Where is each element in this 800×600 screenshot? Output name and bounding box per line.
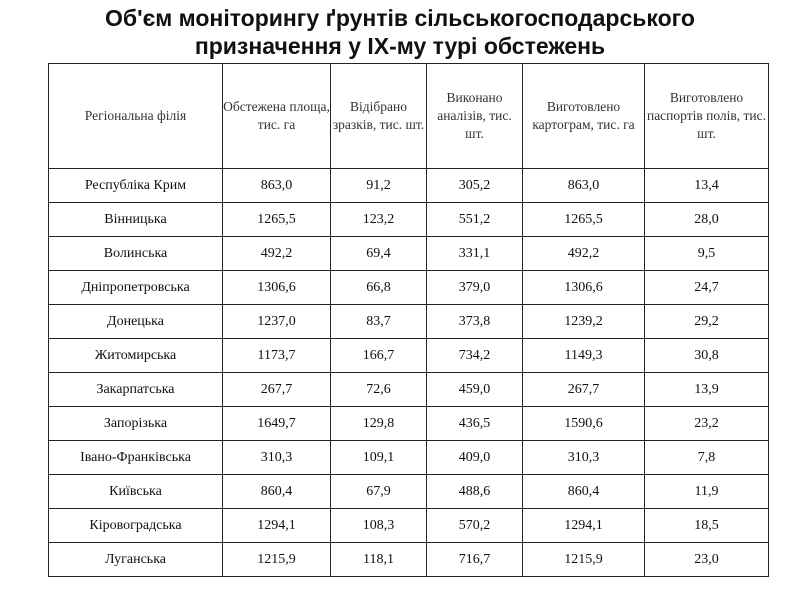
cell-region: Луганська (49, 543, 223, 577)
table-body (49, 169, 769, 577)
table-row (49, 169, 769, 203)
cell-region: Вінницька (49, 203, 223, 237)
header-cartograms-made: Виготовлено картограм, тис. га (523, 64, 645, 169)
table-row (49, 543, 769, 577)
cell-samples: 166,7 (331, 339, 427, 373)
cell-passports: 29,2 (645, 305, 769, 339)
table-row (49, 509, 769, 543)
cell-passports: 11,9 (645, 475, 769, 509)
cell-analyses: 379,0 (427, 271, 523, 305)
cell-samples: 67,9 (331, 475, 427, 509)
cell-cartograms: 1239,2 (523, 305, 645, 339)
header-surveyed-area: Обстежена площа, тис. га (223, 64, 331, 169)
title-line-2: призначення у ІХ-му турі обстежень (194, 33, 606, 59)
cell-cartograms: 267,7 (523, 373, 645, 407)
cell-analyses: 716,7 (427, 543, 523, 577)
cell-analyses: 459,0 (427, 373, 523, 407)
cell-samples: 118,1 (331, 543, 427, 577)
cell-surveyed-area: 1306,6 (223, 271, 331, 305)
header-field-passports: Виготовлено паспортів полів, тис. шт. (645, 64, 769, 169)
cell-analyses: 570,2 (427, 509, 523, 543)
cell-cartograms: 492,2 (523, 237, 645, 271)
cell-cartograms: 1149,3 (523, 339, 645, 373)
table-row (49, 441, 769, 475)
table-row (49, 373, 769, 407)
cell-surveyed-area: 1215,9 (223, 543, 331, 577)
cell-analyses: 488,6 (427, 475, 523, 509)
cell-samples: 66,8 (331, 271, 427, 305)
cell-surveyed-area: 1173,7 (223, 339, 331, 373)
cell-surveyed-area: 860,4 (223, 475, 331, 509)
cell-samples: 109,1 (331, 441, 427, 475)
table-row (49, 339, 769, 373)
table-row (49, 203, 769, 237)
header-regional-branch: Регіональна філія (49, 64, 223, 169)
cell-surveyed-area: 1649,7 (223, 407, 331, 441)
cell-cartograms: 1590,6 (523, 407, 645, 441)
cell-surveyed-area: 863,0 (223, 169, 331, 203)
cell-surveyed-area: 1237,0 (223, 305, 331, 339)
cell-cartograms: 860,4 (523, 475, 645, 509)
header-samples-taken: Відібрано зразків, тис. шт. (331, 64, 427, 169)
cell-analyses: 734,2 (427, 339, 523, 373)
page-title (0, 4, 800, 60)
cell-analyses: 305,2 (427, 169, 523, 203)
cell-samples: 123,2 (331, 203, 427, 237)
cell-cartograms: 1215,9 (523, 543, 645, 577)
cell-analyses: 331,1 (427, 237, 523, 271)
cell-surveyed-area: 267,7 (223, 373, 331, 407)
cell-cartograms: 1265,5 (523, 203, 645, 237)
cell-samples: 72,6 (331, 373, 427, 407)
header-analyses-done: Виконано аналізів, тис. шт. (427, 64, 523, 169)
header-row (49, 64, 769, 169)
cell-region: Волинська (49, 237, 223, 271)
cell-cartograms: 1306,6 (523, 271, 645, 305)
cell-passports: 28,0 (645, 203, 769, 237)
cell-passports: 24,7 (645, 271, 769, 305)
cell-cartograms: 310,3 (523, 441, 645, 475)
cell-passports: 7,8 (645, 441, 769, 475)
cell-region: Донецька (49, 305, 223, 339)
cell-analyses: 373,8 (427, 305, 523, 339)
cell-samples: 108,3 (331, 509, 427, 543)
cell-analyses: 409,0 (427, 441, 523, 475)
cell-region: Республіка Крим (49, 169, 223, 203)
table-row (49, 305, 769, 339)
cell-surveyed-area: 492,2 (223, 237, 331, 271)
cell-surveyed-area: 1265,5 (223, 203, 331, 237)
table-row (49, 475, 769, 509)
cell-analyses: 551,2 (427, 203, 523, 237)
table-row (49, 271, 769, 305)
cell-passports: 9,5 (645, 237, 769, 271)
cell-region: Закарпатська (49, 373, 223, 407)
cell-cartograms: 863,0 (523, 169, 645, 203)
cell-surveyed-area: 1294,1 (223, 509, 331, 543)
table-row (49, 407, 769, 441)
cell-passports: 18,5 (645, 509, 769, 543)
cell-passports: 23,2 (645, 407, 769, 441)
cell-cartograms: 1294,1 (523, 509, 645, 543)
cell-region: Київська (49, 475, 223, 509)
cell-passports: 30,8 (645, 339, 769, 373)
cell-passports: 13,9 (645, 373, 769, 407)
cell-passports: 23,0 (645, 543, 769, 577)
cell-samples: 69,4 (331, 237, 427, 271)
cell-passports: 13,4 (645, 169, 769, 203)
cell-samples: 83,7 (331, 305, 427, 339)
soil-monitoring-table (48, 63, 769, 577)
cell-analyses: 436,5 (427, 407, 523, 441)
cell-samples: 91,2 (331, 169, 427, 203)
cell-region: Житомирська (49, 339, 223, 373)
cell-region: Івано-Франківська (49, 441, 223, 475)
table-row (49, 237, 769, 271)
cell-surveyed-area: 310,3 (223, 441, 331, 475)
cell-region: Кіровоградська (49, 509, 223, 543)
cell-region: Дніпропетровська (49, 271, 223, 305)
cell-samples: 129,8 (331, 407, 427, 441)
title-line-1: Об'єм моніторингу ґрунтів сільськогосподарського (105, 5, 695, 31)
cell-region: Запорізька (49, 407, 223, 441)
